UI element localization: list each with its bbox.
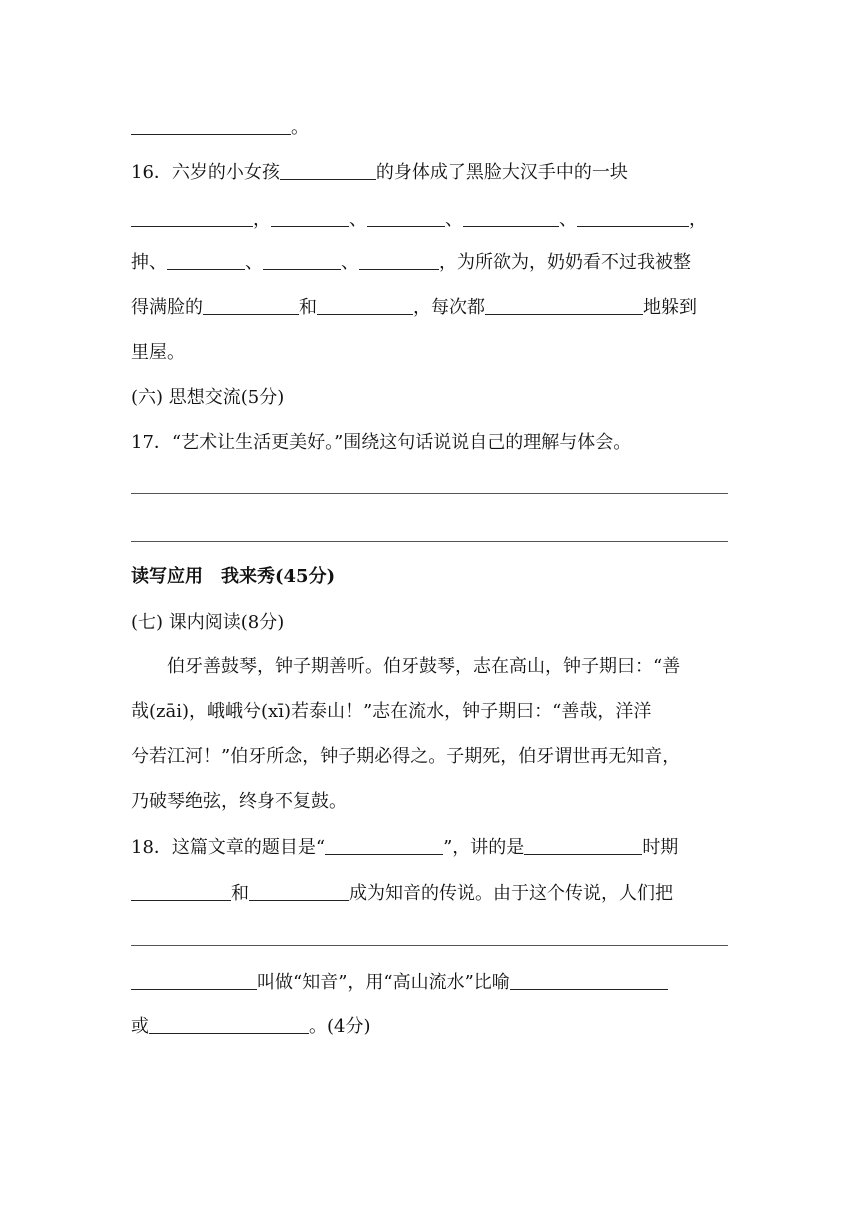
answer-blank[interactable] bbox=[577, 206, 689, 227]
q17-answer-line-1[interactable] bbox=[131, 493, 728, 494]
q18-line-1: 18．这篇文章的题目是“ ”，讲的是 时期 bbox=[131, 833, 729, 863]
q17-answer-line-2[interactable] bbox=[131, 541, 728, 542]
q16-line-1: 16．六岁的小女孩 的身体成了黑脸大汉手中的一块 bbox=[131, 158, 729, 188]
answer-blank[interactable] bbox=[359, 249, 439, 270]
answer-blank[interactable] bbox=[510, 969, 668, 990]
answer-blank[interactable] bbox=[131, 969, 257, 990]
q16-line-3: 抻、 、 、 ，为所欲为，奶奶看不过我被整 bbox=[131, 248, 729, 278]
q16-line-4: 得满脸的 和 ，每次都 地躲到 bbox=[131, 293, 729, 323]
answer-blank[interactable] bbox=[280, 159, 376, 180]
q18-line-2: 和 成为知音的传说。由于这个传说，人们把 bbox=[131, 879, 729, 909]
answer-blank[interactable] bbox=[524, 834, 642, 855]
passage-line-3: 兮若江河！”伯牙所念，钟子期必得之。子期死，伯牙谓世再无知音， bbox=[131, 746, 681, 767]
q17-question: 17．“艺术让生活更美好。”围绕这句话说说自己的理解与体会。 bbox=[131, 432, 632, 453]
q16-line-2: ， 、 、 、 ， bbox=[131, 205, 729, 235]
answer-blank[interactable] bbox=[317, 294, 413, 315]
answer-blank[interactable] bbox=[131, 114, 291, 135]
q18-line-5: 或 。(4分) bbox=[131, 1012, 729, 1042]
answer-blank[interactable] bbox=[263, 249, 341, 270]
answer-blank[interactable] bbox=[249, 880, 349, 901]
part-heading: 读写应用 我来秀(45分) bbox=[131, 566, 336, 587]
passage-line-1: 伯牙善鼓琴，钟子期善听。伯牙鼓琴，志在高山，钟子期曰：“善 bbox=[167, 656, 681, 677]
answer-blank[interactable] bbox=[271, 206, 349, 227]
answer-blank[interactable] bbox=[367, 206, 445, 227]
q16-line-5: 里屋。 bbox=[131, 342, 185, 363]
passage-line-2: 哉(zāi)，峨峨兮(xī)若泰山！”志在流水，钟子期曰：“善哉，洋洋 bbox=[131, 701, 652, 722]
q18-answer-line[interactable] bbox=[131, 945, 728, 946]
passage-line-4: 乃破琴绝弦，终身不复鼓。 bbox=[131, 791, 347, 812]
q15-answer-line: 。 bbox=[131, 113, 729, 143]
q18-line-4: 叫做“知音”，用“高山流水”比喻 bbox=[131, 968, 729, 998]
answer-blank[interactable] bbox=[131, 206, 253, 227]
answer-blank[interactable] bbox=[167, 249, 245, 270]
section-6-title: (六) 思想交流(5分) bbox=[131, 387, 285, 408]
answer-blank[interactable] bbox=[325, 834, 443, 855]
answer-blank[interactable] bbox=[131, 880, 231, 901]
answer-blank[interactable] bbox=[203, 294, 299, 315]
answer-blank[interactable] bbox=[485, 294, 643, 315]
answer-blank[interactable] bbox=[149, 1013, 309, 1034]
answer-blank[interactable] bbox=[463, 206, 559, 227]
section-7-title: (七) 课内阅读(8分) bbox=[131, 612, 285, 633]
